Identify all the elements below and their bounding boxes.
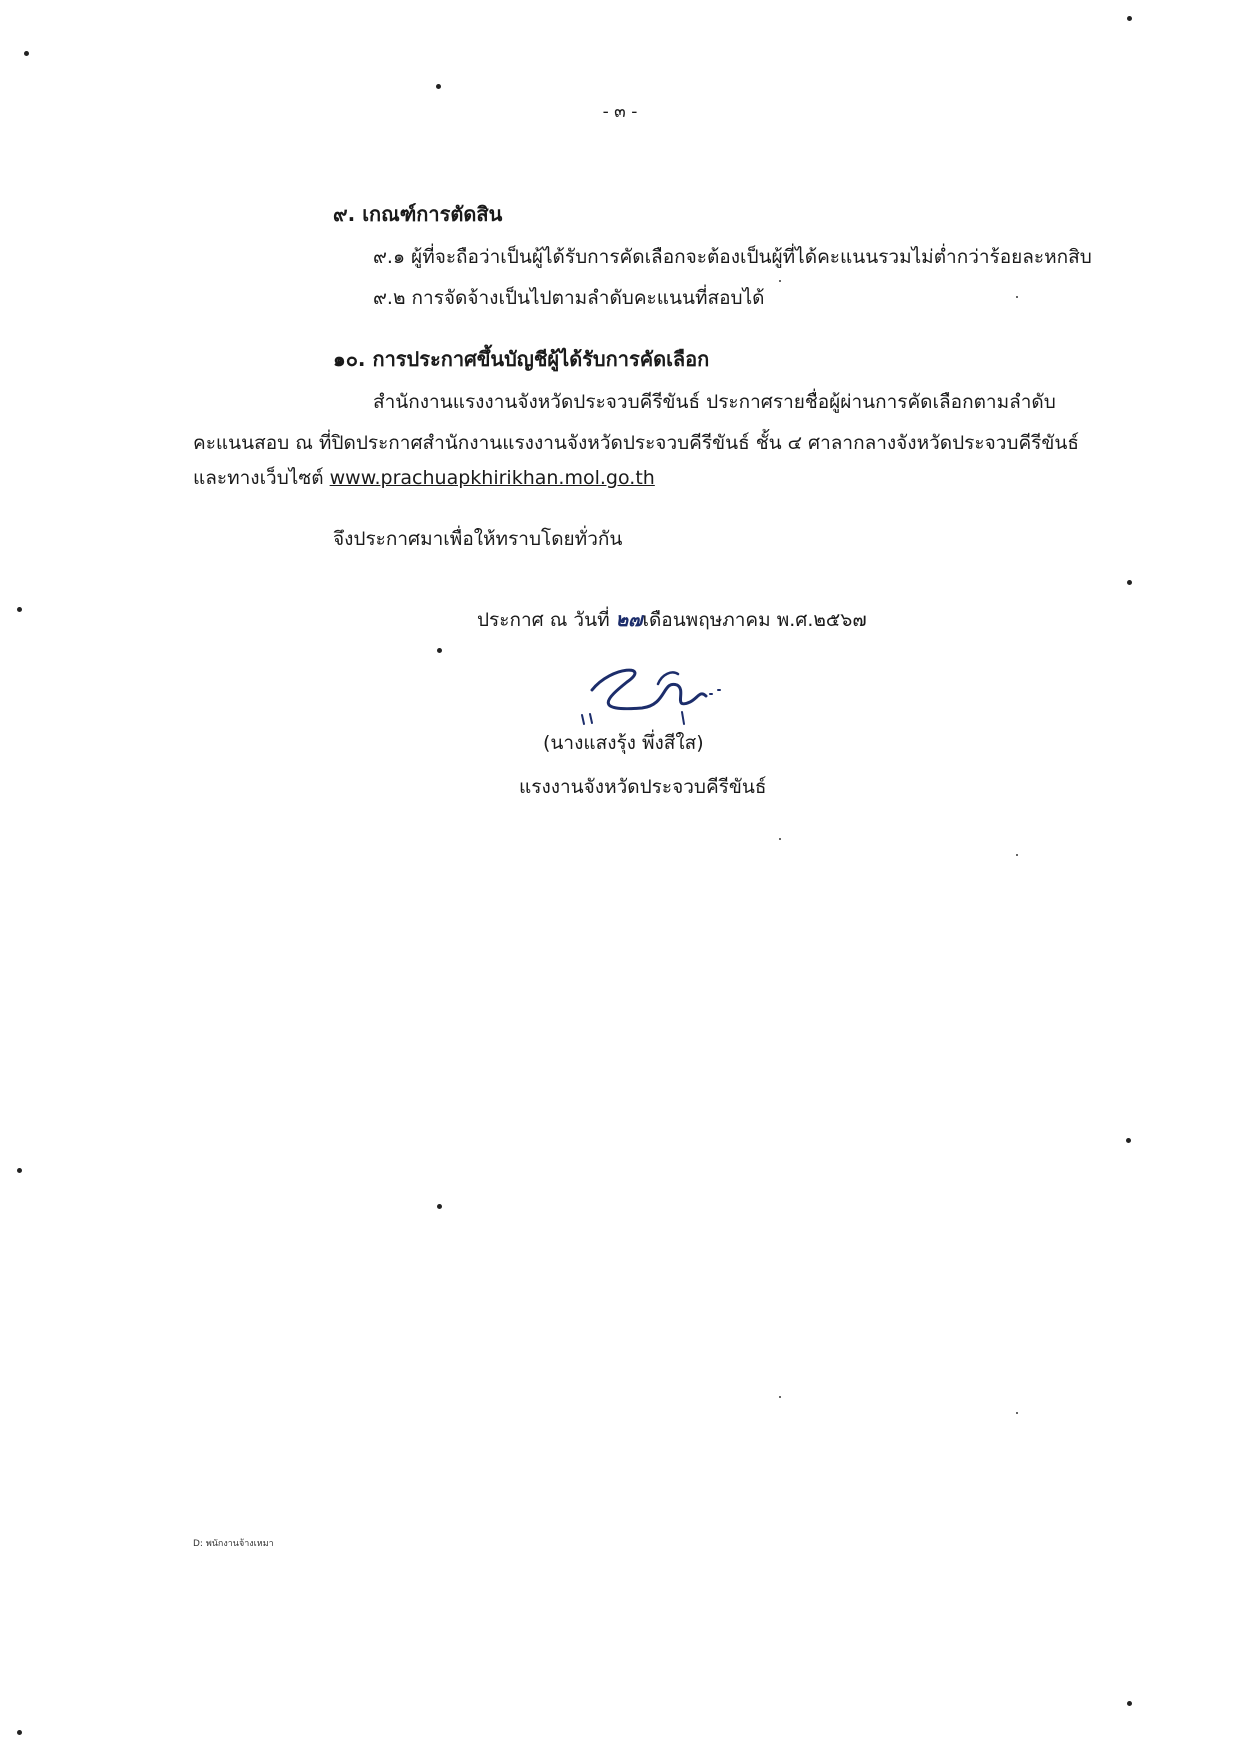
- scan-speck: [17, 1168, 22, 1173]
- section-10-line-1: สำนักงานแรงงานจังหวัดประจวบคีรีขันธ์ ประกาศรายชื่อผู้ผ่านการคัดเลือกตามลำดับ: [373, 391, 1056, 413]
- scan-speck: [1126, 1138, 1131, 1143]
- section-9-item-2: ๙.๒ การจัดจ้างเป็นไปตามลำดับคะแนนที่สอบได้: [373, 287, 765, 309]
- scan-speck: [1016, 296, 1018, 298]
- section-9-heading: ๙. เกณฑ์การตัดสิน: [333, 202, 503, 226]
- scan-speck: [436, 84, 441, 89]
- announce-day-handwritten: ๒๗: [615, 609, 643, 631]
- announce-prefix: ประกาศ ณ วันที่: [477, 609, 616, 631]
- website-prefix: และทางเว็บไซต์: [193, 467, 330, 489]
- scan-speck: [1127, 16, 1132, 21]
- signer-name: (นางแสงรุ้ง พึ่งสีใส): [543, 732, 704, 754]
- scan-speck: [779, 1396, 781, 1398]
- announcement-date: [477, 605, 867, 635]
- scan-speck: [24, 51, 29, 56]
- website-link[interactable]: www.prachuapkhirikhan.mol.go.th: [329, 467, 655, 489]
- scan-speck: [779, 280, 781, 282]
- page-number: - ๓ -: [602, 102, 638, 122]
- section-10-line-2: คะแนนสอบ ณ ที่ปิดประกาศสำนักงานแรงงานจังหวัดประจวบคีรีขันธ์ ชั้น ๔ ศาลากลางจังหวัดประจวบคีรีขันธ์: [193, 432, 1079, 454]
- signature-image: [572, 660, 772, 730]
- scan-speck: [17, 607, 22, 612]
- section-10-line-3: [193, 463, 655, 493]
- footer-note: D: พนักงานจ้างเหมา: [193, 1539, 274, 1549]
- closing-statement: จึงประกาศมาเพื่อให้ทราบโดยทั่วกัน: [333, 528, 623, 550]
- scan-speck: [1016, 854, 1018, 856]
- scan-speck: [779, 838, 781, 840]
- signer-title: แรงงานจังหวัดประจวบคีรีขันธ์: [519, 776, 767, 798]
- scan-speck: [1016, 1412, 1018, 1414]
- scan-speck: [1127, 1701, 1132, 1706]
- scan-speck: [1127, 580, 1132, 585]
- scan-speck: [17, 1730, 22, 1735]
- scan-speck: [437, 648, 442, 653]
- section-9-item-1: ๙.๑ ผู้ที่จะถือว่าเป็นผู้ได้รับการคัดเลือกจะต้องเป็นผู้ที่ได้คะแนนรวมไม่ต่ำกว่าร้อยละหกสิบ: [373, 246, 1092, 268]
- scan-speck: [437, 1204, 442, 1209]
- announce-suffix: เดือนพฤษภาคม พ.ศ.๒๕๖๗: [642, 609, 867, 631]
- section-10-heading: ๑๐. การประกาศขึ้นบัญชีผู้ได้รับการคัดเลือก: [333, 347, 710, 371]
